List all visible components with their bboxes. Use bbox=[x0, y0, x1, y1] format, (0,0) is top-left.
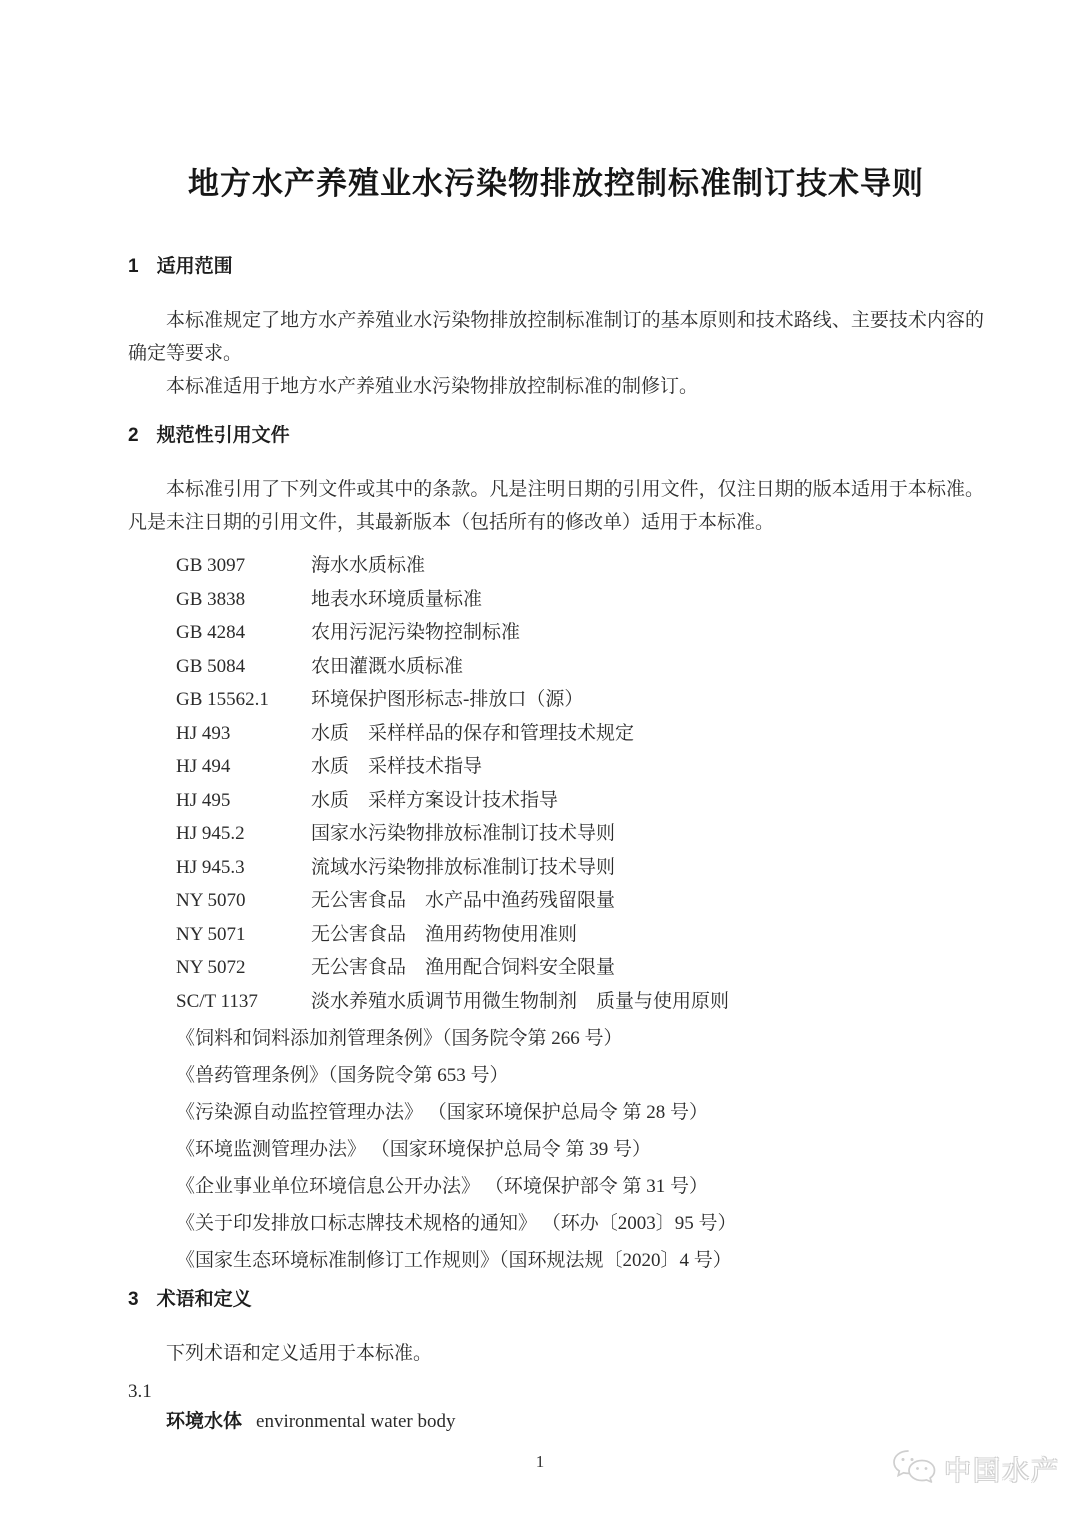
regulation-item: 《国家生态环境标准制修订工作规则》（国环规法规〔2020〕4 号） bbox=[176, 1250, 732, 1271]
reference-row bbox=[176, 717, 984, 751]
reference-row bbox=[176, 650, 984, 684]
reference-row bbox=[176, 851, 984, 885]
section-3-heading bbox=[128, 1287, 984, 1313]
reference-title: 流域水污染物排放标准制订技术导则 bbox=[311, 856, 616, 878]
section-2-number: 2 bbox=[128, 425, 139, 446]
reference-row bbox=[176, 583, 984, 617]
section-2-label: 规范性引用文件 bbox=[156, 425, 290, 446]
wechat-icon bbox=[891, 1448, 937, 1488]
reference-code: HJ 494 bbox=[176, 756, 231, 777]
reference-title: 国家水污染物排放标准制订技术导则 bbox=[311, 823, 616, 844]
section-1-heading bbox=[128, 254, 984, 280]
watermark-label: 中国水产 bbox=[944, 1455, 1060, 1486]
term-definition-line bbox=[166, 1406, 984, 1437]
section-2-heading bbox=[128, 423, 984, 449]
section-1-paragraph-2: 本标准适用于地方水产养殖业水污染物排放控制标准的制修订。 bbox=[166, 376, 699, 397]
watermark bbox=[891, 1448, 1060, 1488]
regulation-item: 《关于印发排放口标志牌技术规格的通知》 （环办〔2003〕95 号） bbox=[176, 1213, 737, 1234]
reference-title: 水质 采样技术指导 bbox=[311, 756, 483, 777]
section-3-number: 3 bbox=[128, 1289, 139, 1310]
reference-title: 水质 采样方案设计技术指导 bbox=[311, 789, 559, 811]
reference-code: GB 15562.1 bbox=[176, 689, 269, 710]
section-1-number: 1 bbox=[128, 256, 139, 277]
reference-title: 农用污泥污染物控制标准 bbox=[311, 622, 521, 643]
reference-code: SC/T 1137 bbox=[176, 990, 258, 1012]
reference-row bbox=[176, 817, 984, 851]
term-number: 3.1 bbox=[128, 1381, 152, 1402]
reference-row bbox=[176, 750, 984, 784]
section-3-intro: 下列术语和定义适用于本标准。 bbox=[166, 1343, 433, 1364]
reference-row bbox=[176, 683, 984, 717]
regulation-item: 《环境监测管理办法》 （国家环境保护总局令 第 39 号） bbox=[176, 1139, 652, 1160]
reference-title: 水质 采样样品的保存和管理技术规定 bbox=[311, 722, 635, 744]
reference-title: 无公害食品 渔用配合饲料安全限量 bbox=[311, 957, 616, 978]
reference-code: GB 4284 bbox=[176, 622, 246, 643]
regulation-item: 《饲料和饲料添加剂管理条例》（国务院令第 266 号） bbox=[176, 1028, 623, 1049]
reference-code: GB 3097 bbox=[176, 555, 246, 576]
reference-title: 地表水环境质量标准 bbox=[311, 588, 483, 610]
reference-row bbox=[176, 549, 984, 583]
section-2-intro: 本标准引用了下列文件或其中的条款。凡是注明日期的引用文件，仅注日期的版本适用于本标准。凡是未注日期的引用文件，其最新版本（包括所有的修改单）适用于本标准。 bbox=[128, 479, 984, 533]
term-name-chinese: 环境水体 bbox=[166, 1411, 243, 1432]
regulation-item: 《污染源自动监控管理办法》 （国家环境保护总局令 第 28 号） bbox=[176, 1102, 709, 1123]
reference-code: NY 5072 bbox=[176, 957, 246, 978]
reference-row bbox=[176, 784, 984, 818]
reference-row bbox=[176, 616, 984, 650]
reference-row bbox=[176, 884, 984, 918]
reference-row bbox=[176, 951, 984, 985]
reference-title: 淡水养殖水质调节用微生物制剂 质量与使用原则 bbox=[311, 990, 730, 1012]
reference-title: 无公害食品 渔用药物使用准则 bbox=[311, 923, 578, 945]
page-number: 1 bbox=[535, 1452, 545, 1471]
reference-title: 无公害食品 水产品中渔药残留限量 bbox=[311, 890, 616, 911]
section-3-label: 术语和定义 bbox=[156, 1289, 252, 1310]
page-title: 地方水产养殖业水污染物排放控制标准制订技术导则 bbox=[188, 166, 924, 201]
reference-title: 环境保护图形标志-排放口（源） bbox=[311, 689, 584, 710]
reference-code: HJ 495 bbox=[176, 789, 231, 811]
reference-code: GB 5084 bbox=[176, 655, 246, 677]
reference-code: HJ 493 bbox=[176, 722, 231, 744]
regulation-item: 《企业事业单位环境信息公开办法》 （环境保护部令 第 31 号） bbox=[176, 1176, 709, 1197]
regulation-item: 《兽药管理条例》（国务院令第 653 号） bbox=[176, 1065, 509, 1086]
reference-title: 海水水质标准 bbox=[311, 555, 426, 576]
reference-title: 农田灌溉水质标准 bbox=[311, 655, 464, 677]
reference-row bbox=[176, 918, 984, 952]
reference-row bbox=[176, 985, 984, 1019]
reference-code: GB 3838 bbox=[176, 588, 246, 610]
reference-code: HJ 945.2 bbox=[176, 823, 245, 844]
term-name-english: environmental water body bbox=[256, 1411, 456, 1432]
reference-code: NY 5071 bbox=[176, 923, 246, 945]
section-1-label: 适用范围 bbox=[156, 256, 233, 277]
referenced-standards-list bbox=[128, 549, 984, 1018]
section-1-paragraph-1: 本标准规定了地方水产养殖业水污染物排放控制标准制订的基本原则和技术路线、主要技术内容的确定等要求。 bbox=[128, 310, 984, 364]
reference-code: HJ 945.3 bbox=[176, 856, 245, 878]
referenced-regulations-list bbox=[128, 1020, 984, 1279]
reference-code: NY 5070 bbox=[176, 890, 246, 911]
